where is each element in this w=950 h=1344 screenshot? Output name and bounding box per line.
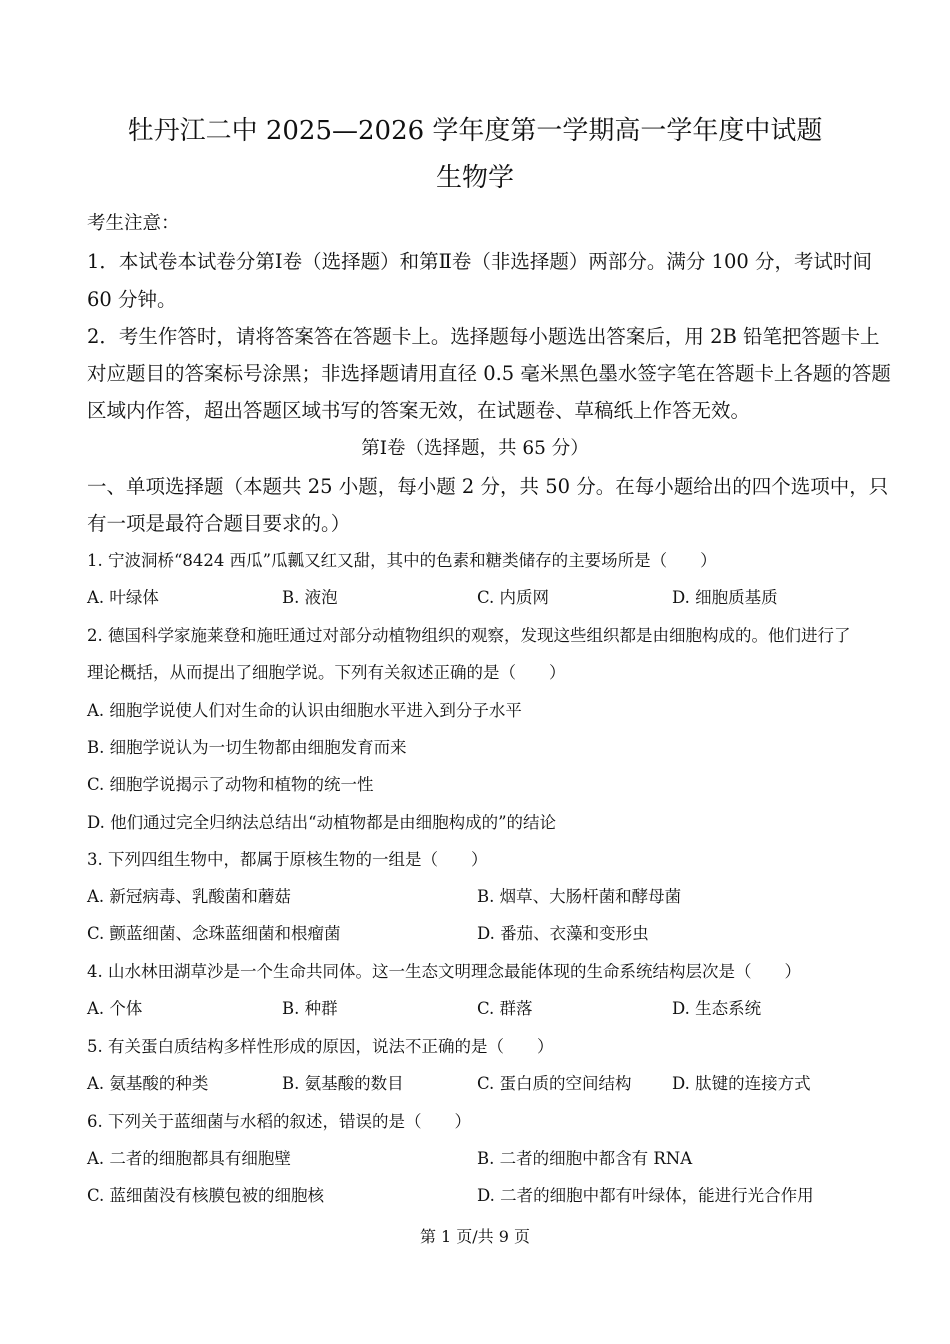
option-a[interactable]: A. 二者的细胞都具有细胞壁 [87, 1149, 291, 1168]
question-2-stem-line-2: 理论概括，从而提出了细胞学说。下列有关叙述正确的是（ ） [87, 663, 566, 682]
question-2-option-a[interactable]: A. 细胞学说使人们对生命的认识由细胞水平进入到分子水平 [87, 701, 522, 720]
notice-item-2-line-3: 区域内作答，超出答题区域书写的答案无效，在试题卷、草稿纸上作答无效。 [87, 399, 751, 422]
option-d[interactable]: D. 细胞质基质 [672, 588, 778, 607]
question-6-stem: 6. 下列关于蓝细菌与水稻的叙述，错误的是（ ） [87, 1112, 471, 1131]
notice-item-2-line-1: 2．考生作答时，请将答案答在答题卡上。选择题每小题选出答案后，用 2B 铅笔把答题卡上 [87, 325, 880, 348]
question-4-options [87, 997, 877, 1021]
option-b[interactable]: B. 液泡 [282, 588, 338, 607]
notice-item-1-line-2: 60 分钟。 [87, 288, 177, 311]
question-5-stem: 5. 有关蛋白质结构多样性形成的原因，说法不正确的是（ ） [87, 1037, 554, 1056]
question-5-options [87, 1072, 877, 1096]
option-b[interactable]: B. 氨基酸的数目 [282, 1074, 404, 1093]
option-d[interactable]: D. 肽键的连接方式 [672, 1074, 811, 1093]
notice-item-1-line-1: 1．本试卷本试卷分第Ⅰ卷（选择题）和第Ⅱ卷（非选择题）两部分。满分 100 分，考试时间 [87, 250, 872, 273]
part1-instructions-line-1: 一、单项选择题（本题共 25 小题，每小题 2 分，共 50 分。在每小题给出的四个选项中，只 [87, 475, 889, 498]
section-title: 第Ⅰ卷（选择题，共 65 分） [361, 438, 589, 459]
option-c[interactable]: C. 颤蓝细菌、念珠蓝细菌和根瘤菌 [87, 924, 341, 943]
page-number: 第 1 页/共 9 页 [419, 1227, 531, 1246]
question-2-option-c[interactable]: C. 细胞学说揭示了动物和植物的统一性 [87, 775, 374, 794]
option-d[interactable]: D. 番茄、衣藻和变形虫 [477, 924, 649, 943]
notice-heading: 考生注意： [87, 213, 180, 234]
exam-subject: 生物学 [435, 163, 514, 193]
question-2-option-b[interactable]: B. 细胞学说认为一切生物都由细胞发育而来 [87, 738, 407, 757]
option-c[interactable]: C. 内质网 [477, 588, 550, 607]
question-4-stem: 4. 山水林田湖草沙是一个生命共同体。这一生态文明理念最能体现的生命系统结构层次是（ ） [87, 962, 801, 981]
option-b[interactable]: B. 烟草、大肠杆菌和酵母菌 [477, 887, 682, 906]
option-a[interactable]: A. 个体 [87, 999, 143, 1018]
option-b[interactable]: B. 二者的细胞中都含有 RNA [477, 1149, 693, 1168]
question-6-options-row-1 [87, 1147, 877, 1171]
option-a[interactable]: A. 氨基酸的种类 [87, 1074, 209, 1093]
option-b[interactable]: B. 种群 [282, 999, 338, 1018]
option-d[interactable]: D. 生态系统 [672, 999, 762, 1018]
option-c[interactable]: C. 蓝细菌没有核膜包被的细胞核 [87, 1186, 325, 1205]
question-2-option-d[interactable]: D. 他们通过完全归纳法总结出“动植物都是由细胞构成的”的结论 [87, 813, 557, 832]
option-c[interactable]: C. 蛋白质的空间结构 [477, 1074, 632, 1093]
question-3-options-row-2 [87, 922, 877, 946]
question-1-options [87, 586, 877, 610]
notice-item-2-line-2: 对应题目的答案标号涂黑；非选择题请用直径 0.5 毫米黑色墨水签字笔在答题卡上各题的答题 [87, 362, 891, 385]
option-d[interactable]: D. 二者的细胞中都有叶绿体，能进行光合作用 [477, 1186, 814, 1205]
question-3-stem: 3. 下列四组生物中，都属于原核生物的一组是（ ） [87, 850, 488, 869]
question-6-options-row-2 [87, 1184, 877, 1208]
exam-title: 牡丹江二中 2025—2026 学年度第一学期高一学年度中试题 [127, 116, 823, 146]
question-2-stem-line-1: 2. 德国科学家施莱登和施旺通过对部分动植物组织的观察，发现这些组织都是由细胞构成的。他们进行了 [87, 626, 851, 645]
option-a[interactable]: A. 新冠病毒、乳酸菌和蘑菇 [87, 887, 291, 906]
question-3-options-row-1 [87, 885, 877, 909]
option-a[interactable]: A. 叶绿体 [87, 588, 159, 607]
part1-instructions-line-2: 有一项是最符合题目要求的。） [87, 512, 351, 535]
question-1-stem: 1. 宁波洞桥“8424 西瓜”瓜瓤又红又甜，其中的色素和糖类储存的主要场所是（ ） [87, 551, 717, 570]
option-c[interactable]: C. 群落 [477, 999, 533, 1018]
